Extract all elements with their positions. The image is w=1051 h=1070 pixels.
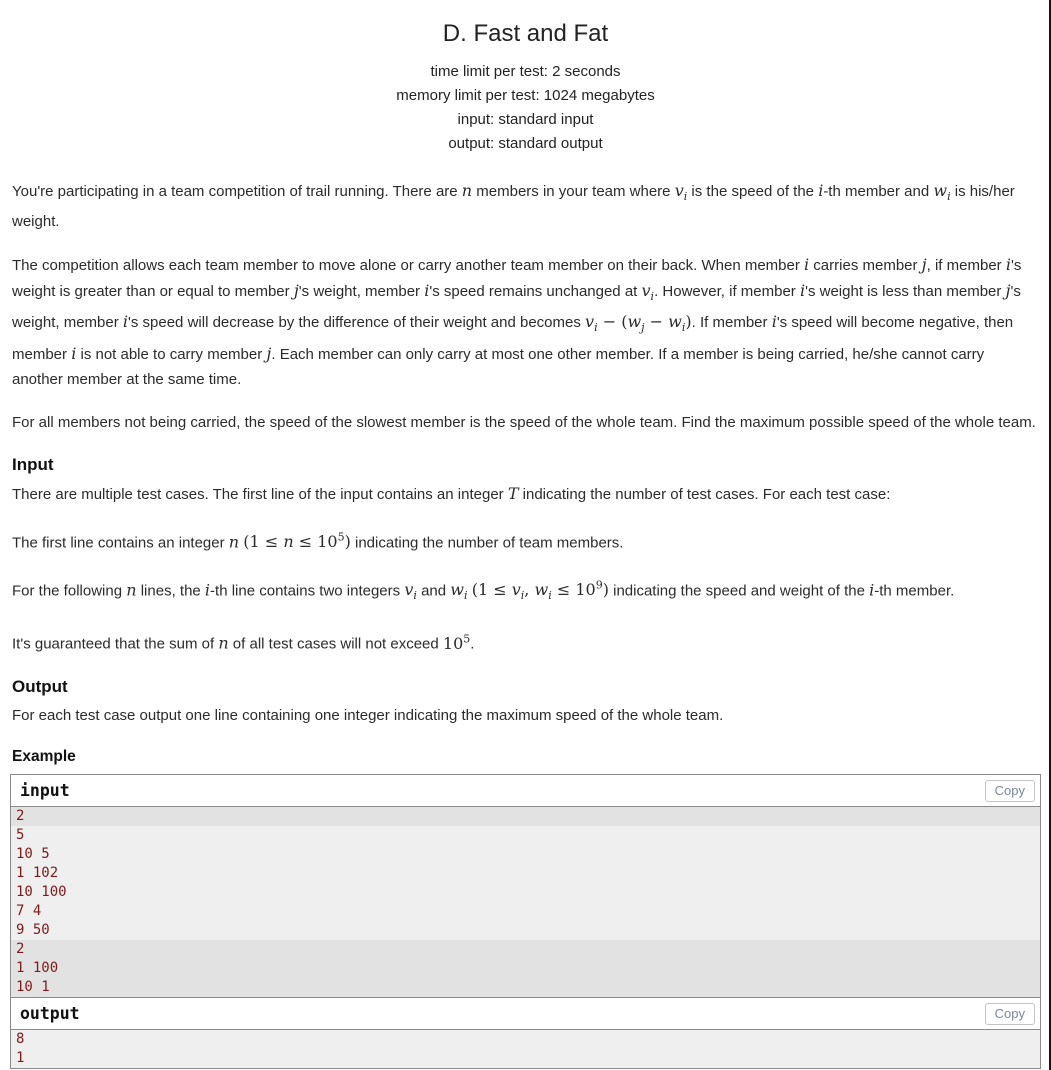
input-section-body (12, 481, 1039, 657)
example-section-title: Example (12, 747, 76, 765)
math-expression: $v_i - (w_j - w_i)$ (585, 312, 692, 335)
math-expression: i (804, 255, 810, 275)
input-spec: input: standard input (457, 111, 594, 128)
sample-output-header (11, 997, 1040, 1030)
math-expression: i (204, 580, 211, 600)
output-paragraph: For each test case output one line containing one integer indicating the maximum speed of the whole team. (12, 706, 724, 724)
sample-input-title: input (20, 780, 70, 800)
sample-output-title: output (20, 1003, 80, 1023)
math-expression: $v_i$ (641, 281, 655, 304)
example-line: 2 (11, 940, 1040, 959)
math-expression: $(1 \le n \le 10^5)$ (243, 530, 351, 551)
output-section-body (12, 703, 1039, 728)
example-line: 10 100 (11, 883, 1040, 902)
math-expression: $10^5$ (442, 632, 471, 653)
math-expression: i (71, 343, 77, 363)
math-expression: $w_i$ (933, 181, 951, 204)
input-section-title: Input (12, 454, 54, 474)
example-line: 7 4 (11, 902, 1040, 921)
math-expression: i (1005, 255, 1011, 275)
example-line: 10 5 (11, 845, 1040, 864)
math-expression: $v_i$ (674, 181, 688, 204)
math-expression: j (921, 255, 927, 275)
example-line: 9 50 (11, 921, 1040, 940)
sample-test (10, 774, 1041, 1069)
sample-input-block (11, 775, 1040, 997)
example-line: 1 102 (11, 864, 1040, 883)
example-line: 5 (11, 826, 1040, 845)
math-expression: i (799, 281, 806, 301)
math-expression: $w_i$ (450, 580, 468, 603)
input-paragraph: For the following n lines, the i-th line contains two integers $v_i$ and $w_i$ ($1 \le v_i$, $w_i \le 10^9$) indicating the speed and weight of the i-th member. (12, 578, 955, 603)
output-spec: output: standard output (448, 135, 603, 152)
statement-paragraph: The competition allows each team member to move alone or carry another team member on their back. When member i carries member j, if member i's weight is greater than or equal to member j's weight, member i's speed remains unchanged at $v_i$. However, if member i's weight is less than member j's weight, member i's speed will decrease by the difference of their weight and becomes $v_i - (w_j - w_i)$. If member i's speed will become negative, then member i is not able to carry member j. Each member can only carry at most one other member. If a member is being carried, he/she cannot carry another member at the same time. (12, 255, 1022, 388)
example-line: 2 (11, 807, 1040, 826)
sample-input-lines (11, 807, 1040, 997)
problem-limits (12, 60, 1039, 156)
problem-header (12, 0, 1039, 156)
problem-statement (12, 178, 1039, 435)
problem-title: D. Fast and Fat (442, 20, 609, 47)
math-expression: T (507, 483, 519, 503)
memory-limit: memory limit per test: 1024 megabytes (396, 87, 655, 104)
math-expression: j (266, 343, 272, 363)
math-expression: n (218, 633, 229, 653)
statement-paragraph: For all members not being carried, the speed of the slowest member is the speed of the whole team. Find the maximum possible speed of the whole team. (12, 413, 1036, 431)
example-line: 1 100 (11, 959, 1040, 978)
input-paragraph: The first line contains an integer n $(1 \le n \le 10^5)$ indicating the number of team members. (12, 530, 624, 551)
math-expression: i (122, 312, 128, 332)
example-line: 10 1 (11, 978, 1040, 997)
example-line: 8 (11, 1030, 1040, 1049)
math-expression: n (228, 531, 240, 551)
input-paragraph: It's guaranteed that the sum of n of all test cases will not exceed $10^5$. (12, 632, 475, 653)
math-expression: j (1005, 281, 1011, 301)
math-expression: i (818, 181, 824, 200)
math-expression: n (126, 580, 137, 600)
output-section-title: Output (12, 676, 68, 696)
input-paragraph: There are multiple test cases. The first line of the input contains an integer T indicating the number of test cases. For each test case: (12, 483, 891, 503)
sample-output-lines (11, 1030, 1040, 1068)
math-expression: $v_i$ (404, 580, 417, 603)
sample-output-block (11, 997, 1040, 1068)
math-expression: ($1 \le v_i$, $w_i \le 10^9$) (471, 578, 609, 603)
math-expression: i (869, 580, 875, 600)
time-limit: time limit per test: 2 seconds (430, 63, 621, 80)
example-line: 1 (11, 1049, 1040, 1068)
sample-input-header (11, 775, 1040, 807)
math-expression: n (461, 181, 473, 200)
statement-paragraph: You're participating in a team competition of trail running. There are n members in your team where $v_i$ is the speed of the i-th member and $w_i$ is his/her weight. (12, 181, 1015, 231)
math-expression: j (293, 281, 299, 301)
copy-output-button[interactable]: Copy (985, 1003, 1035, 1025)
math-expression: i (424, 281, 430, 301)
math-expression: i (771, 312, 777, 332)
copy-input-button[interactable]: Copy (985, 780, 1035, 802)
